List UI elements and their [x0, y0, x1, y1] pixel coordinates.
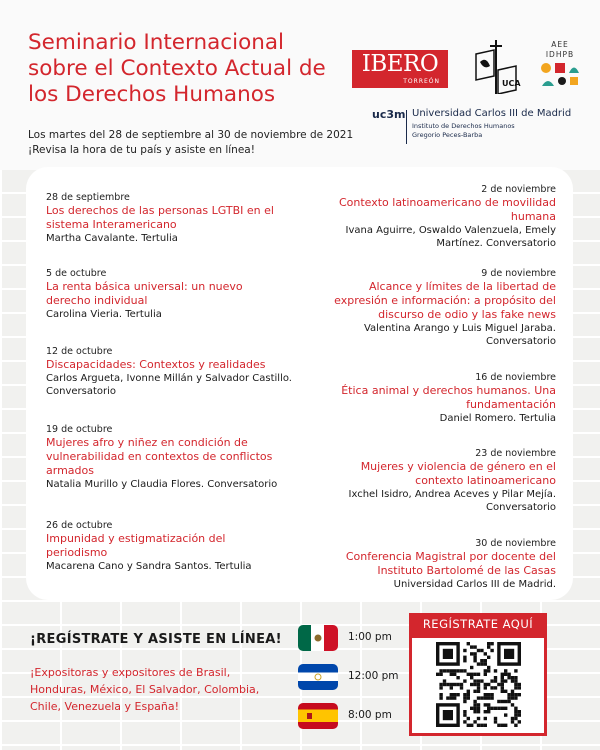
- ibero-logo-text: IBERO: [361, 51, 439, 77]
- schedule-card: [26, 167, 573, 600]
- event-title: Ética animal y derechos humanos. Una fundamentación: [341, 384, 556, 411]
- qr-code-link[interactable]: [409, 635, 547, 736]
- event-date: 5 de octubre: [46, 268, 107, 279]
- aee-shapes-icon: [538, 60, 582, 90]
- event-speakers: Ixchel Isidro, Andrea Aceves y Pilar Mejía. Conversatorio: [348, 489, 556, 513]
- qr-code-icon: [412, 638, 544, 733]
- dates-line: Los martes del 28 de septiembre al 30 de noviembre de 2021: [28, 129, 354, 141]
- event-item: [46, 519, 286, 573]
- uca-emblem-icon: [466, 40, 522, 94]
- event-item: [326, 447, 556, 514]
- event-date: 16 de noviembre: [475, 372, 556, 383]
- aee-logo: [532, 40, 588, 94]
- event-speakers: Ivana Aguirre, Oswaldo Valenzuela, Emely Martínez. Conversatorio: [345, 225, 556, 249]
- event-item: [46, 423, 296, 491]
- event-item: [316, 183, 556, 250]
- uc3m-short: uc3m: [372, 108, 406, 121]
- event-date: 23 de noviembre: [475, 448, 556, 459]
- event-date: 28 de septiembre: [46, 192, 130, 203]
- event-speakers: Martha Cavalante. Tertulia: [46, 233, 178, 244]
- event-date: 30 de noviembre: [475, 538, 556, 549]
- event-speakers: Valentina Arango y Luis Miguel Jaraba. Conversatorio: [363, 323, 556, 347]
- event-title: Mujeres afro y niñez en condición de vulnerabilidad en contextos de conflictos armados: [46, 436, 273, 477]
- event-title: Contexto latinoamericano de movilidad humana: [338, 196, 556, 223]
- event-title: Mujeres y violencia de género en el contexto latinoamericano: [360, 460, 556, 487]
- event-title: Conferencia Magistral por docente del Instituto Bartolomé de las Casas: [345, 550, 556, 577]
- uc3m-institute-line1: Instituto de Derechos Humanos: [412, 122, 515, 130]
- uc3m-logo: [372, 108, 592, 148]
- date-range: [28, 128, 358, 158]
- uca-logo: [466, 40, 522, 94]
- event-speakers: Carlos Argueta, Ivonne Millán y Salvador Castillo. Conversatorio: [46, 373, 292, 397]
- event-date: 19 de octubre: [46, 424, 113, 435]
- uc3m-institute-line2: Gregorio Peces-Barba: [412, 131, 483, 139]
- event-speakers: Daniel Romero. Tertulia: [439, 413, 556, 424]
- event-title: Impunidad y estigmatización del periodismo: [46, 532, 226, 559]
- event-title: Los derechos de las personas LGTBI en el sistema Interamericano: [46, 204, 274, 231]
- time-mexico: 1:00 pm: [348, 631, 392, 643]
- event-item: [316, 537, 556, 591]
- event-date: 2 de noviembre: [481, 184, 556, 195]
- register-cta: ¡REGÍSTRATE Y ASISTE EN LÍNEA!: [30, 632, 282, 647]
- event-item: [46, 267, 276, 321]
- register-here-button[interactable]: REGÍSTRATE AQUÍ: [409, 613, 547, 635]
- page-title: Seminario Internacional sobre el Contexto Actual de los Derechos Humanos: [28, 30, 326, 107]
- mexico-flag-icon: [298, 625, 338, 651]
- event-speakers: Universidad Carlos III de Madrid.: [393, 579, 556, 590]
- uca-text: UCA: [502, 79, 521, 88]
- ibero-logo-sub: TORREÓN: [403, 78, 440, 85]
- spain-flag-icon: [298, 703, 338, 729]
- el-salvador-flag-icon: [298, 664, 338, 690]
- event-speakers: Macarena Cano y Sandra Santos. Tertulia: [46, 561, 252, 572]
- event-date: 26 de octubre: [46, 520, 113, 531]
- event-item: [46, 345, 306, 398]
- countries-text: ¡Expositoras y expositores de Brasil, Honduras, México, El Salvador, Colombia, Chile, Venezuela y España!: [30, 666, 260, 713]
- subtitle: ¡Revisa la hora de tu país y asiste en línea!: [28, 144, 255, 156]
- uc3m-institute: [412, 122, 515, 140]
- idhpb-text: IDHPB: [545, 50, 575, 59]
- uc3m-divider: [406, 110, 407, 144]
- event-title: Alcance y límites de la libertad de expresión e información: a propósito del discurso de odio y las fake news: [334, 280, 556, 321]
- ibero-logo: [352, 50, 448, 88]
- event-date: 12 de octubre: [46, 346, 113, 357]
- event-item: [326, 371, 556, 425]
- aee-text: AEE: [551, 40, 569, 49]
- event-title: Discapacidades: Contextos y realidades: [46, 358, 266, 371]
- time-el-salvador: 12:00 pm: [348, 670, 399, 682]
- event-item: [46, 191, 276, 245]
- event-title: La renta básica universal: un nuevo derecho individual: [46, 280, 243, 307]
- time-spain: 8:00 pm: [348, 709, 392, 721]
- event-speakers: Natalia Murillo y Claudia Flores. Conversatorio: [46, 479, 278, 490]
- event-date: 9 de noviembre: [481, 268, 556, 279]
- event-item: [316, 267, 556, 348]
- event-speakers: Carolina Vieria. Tertulia: [46, 309, 162, 320]
- uc3m-name: Universidad Carlos III de Madrid: [412, 108, 572, 119]
